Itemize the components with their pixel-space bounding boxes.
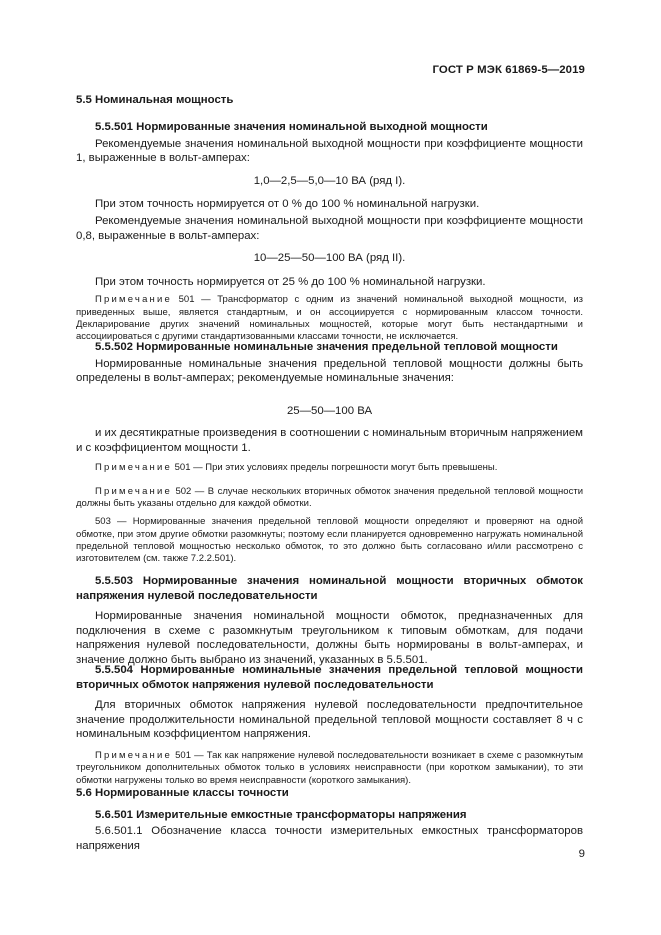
subsection-5-5-501 [76,120,583,344]
note-text: 502 — В случае нескольких вторичных обмоток значения предельной тепловой мощности должны быть указаны отдельно для каждой обмотки. [76,485,583,510]
note [76,462,583,474]
note-text: 501 — При этих условиях пределы погрешности могут быть превышены. [172,461,498,473]
note [76,486,583,511]
subsection-5-5-502 [76,340,583,566]
paragraph: Рекомендуемые значения номинальной выходной мощности при коэффициенте мощности 0,8, выраженные в вольт-амперах: [76,214,583,242]
heading-text: 5.5 Номинальная мощность [76,94,234,106]
paragraph: Для вторичных обмоток напряжения нулевой последовательности предпочтительное значение продолжительности номинальной предельной тепловой мощности составляет 8 ч с номинальным коэффициентом напряжения. [76,699,583,741]
page-number: 9 [578,848,585,860]
paragraph: и их десятикратные произведения в соотношении с номинальным вторичным напряжением и с коэффициентом мощности 1. [76,427,583,454]
note-label: Примечание [95,461,172,473]
paragraph: При этом точность нормируется от 0 % до 100 % номинальной нагрузки. [95,198,480,211]
note-text: 501 — Так как напряжение нулевой последовательности возникает в схеме с разомкнутым треугольником дополнительных обмоток только в условиях неисправности (при коротком замыкании), то эти обмотки нагружены только во время неисправности (короткого замыкания). [76,749,583,786]
section-5-5-heading [76,93,583,108]
note-label: Примечание [95,294,172,306]
subsection-5-5-504 [76,663,583,787]
note-text: 501 — Трансформатор с одним из значений номинальной выходной мощности, из приведенных выше, является стандартным, и он ассоциируется с нормированным классом точности. Декларирование других значений номинальных мощностей, которые могут быть нестандартными и ассоциироваться с другими стандартизованными классами точности, не исключается. [76,294,583,343]
heading-5-5-502: 5.5.502 Нормированные номинальные значения предельной тепловой мощности [95,341,558,353]
formula: 1,0—2,5—5,0—10 ВА (ряд I). [253,174,406,187]
formula: 25—50—100 ВА [286,404,373,417]
note: 503 — Нормированные значения предельной тепловой мощности определяют и проверяют на одной обмотке, при этом другие обмотки разомкнуты; поэтому если планируется одновременно нагружать номинальной предельной тепловой мощностью несколько обмоток, то это должно быть согласовано и/или рассмотрено с изготовителем (см. также 7.2.2.501). [76,516,583,565]
heading-5-6-501: 5.6.501 Измерительные емкостные трансформаторы напряжения [95,808,467,821]
heading-5-5-503: 5.5.503 Нормированные значения номинальной мощности вторичных обмоток напряжения нулевой последовательности [76,575,583,602]
paragraph: При этом точность нормируется от 25 % до 100 % номинальной нагрузки. [95,275,486,288]
heading-5-5-501: 5.5.501 Нормированные значения номинальной выходной мощности [95,121,488,133]
heading-5-5-504: 5.5.504 Нормированные номинальные значения предельной тепловой мощности вторичных обмоток напряжения нулевой последовательности [76,664,583,691]
note [76,750,583,787]
note-label: Примечание [95,485,172,497]
section-5-6 [76,786,583,853]
paragraph: Нормированные значения номинальной мощности обмоток, предназначенных для подключения в схеме с разомкнутым треугольником к типовым обмоткам, для подачи напряжения нулевой последовательности, должны быть нормированы в вольт-амперах, и значение должно быть выбрано из значений, указанных в 5.5.501. [76,610,583,666]
section-5-6-heading: 5.6 Нормированные классы точности [76,787,289,799]
document-header: ГОСТ Р МЭК 61869-5—2019 [432,64,585,76]
formula: 10—25—50—100 ВА (ряд II). [253,252,406,265]
note [76,294,583,343]
paragraph: 5.6.501.1 Обозначение класса точности измерительных емкостных трансформаторов напряжения [76,825,583,852]
paragraph: Нормированные номинальные значения предельной тепловой мощности должны быть определены в вольт-амперах; рекомендуемые номинальные значения: [76,357,583,385]
paragraph: Рекомендуемые значения номинальной выходной мощности при коэффициенте мощности 1, выраженные в вольт-амперах: [76,137,583,165]
subsection-5-5-503 [76,574,583,668]
note-label: Примечание [95,749,172,761]
